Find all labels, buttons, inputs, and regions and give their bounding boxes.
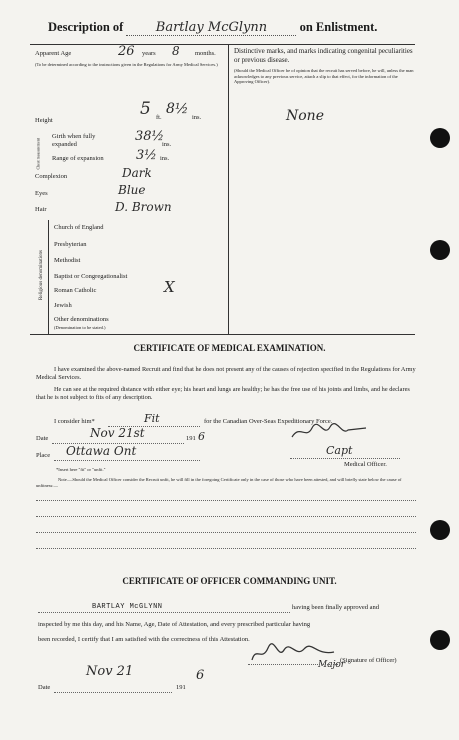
religion-side-text: Religious denominations bbox=[39, 250, 44, 300]
hair-label: Hair bbox=[35, 206, 47, 213]
complexion-value: Dark bbox=[122, 166, 152, 180]
commanding-name-line bbox=[38, 612, 290, 613]
religion-roman-catholic: Roman Catholic bbox=[54, 287, 97, 294]
religion-presbyterian: Presbyterian bbox=[54, 241, 87, 248]
religion-jewish: Jewish bbox=[54, 302, 72, 309]
medical-year-label: 191 bbox=[186, 435, 196, 442]
apparent-age-label: Apparent Age bbox=[35, 50, 72, 57]
years-label: years bbox=[142, 50, 156, 57]
commanding-date-line bbox=[54, 692, 172, 693]
commanding-date-label: Date bbox=[38, 684, 51, 691]
age-note: (To be determined according to the instructions given in the Regulations for Army Medical Services.) bbox=[35, 62, 218, 67]
months-label: months. bbox=[195, 50, 216, 57]
medical-year-value: 6 bbox=[198, 430, 205, 443]
place-value: Ottawa Ont bbox=[66, 444, 137, 458]
signature-label: (Signature of Officer) bbox=[340, 657, 397, 664]
title-prefix: Description of bbox=[48, 20, 124, 34]
consider-label: I consider him* bbox=[54, 418, 95, 425]
range-value: 3½ bbox=[136, 148, 157, 163]
cause-line-3 bbox=[36, 532, 416, 533]
age-months-value: 8 bbox=[172, 44, 180, 58]
commanding-line1-suffix: having been finally approved and bbox=[292, 604, 379, 611]
commanding-heading: CERTIFICATE OF OFFICER COMMANDING UNIT. bbox=[122, 576, 337, 586]
center-divider bbox=[228, 44, 229, 334]
top-rule bbox=[30, 44, 415, 45]
religion-baptist: Baptist or Congregationalist bbox=[54, 273, 128, 280]
cause-line-4 bbox=[36, 548, 416, 549]
consider-value: Fit bbox=[144, 412, 160, 425]
medical-date-label: Date bbox=[36, 435, 49, 442]
medical-heading: CERTIFICATE OF MEDICAL EXAMINATION. bbox=[133, 343, 326, 353]
age-years-value: 26 bbox=[118, 44, 135, 59]
commanding-line3: been recorded, I certify that I am satisfied with the correctness of this Attestation. bbox=[38, 636, 250, 643]
punch-hole-lower bbox=[430, 520, 450, 540]
signature-line bbox=[248, 664, 338, 665]
roman-catholic-mark: X bbox=[164, 278, 175, 296]
religion-other: Other denominations bbox=[54, 316, 109, 323]
commanding-date-value: Nov 21 bbox=[86, 664, 134, 679]
complexion-label: Complexion bbox=[35, 173, 68, 180]
cause-line-1 bbox=[36, 500, 416, 501]
chest-label bbox=[33, 140, 43, 170]
distinctive-marks-heading: Distinctive marks, and marks indicating congenital peculiarities or previous disease. bbox=[234, 47, 413, 64]
eyes-label: Eyes bbox=[35, 190, 48, 197]
medical-officer-line bbox=[290, 458, 400, 459]
height-in-value: 8½ bbox=[166, 101, 189, 117]
girth-label: Girth when fully expanded bbox=[52, 133, 96, 148]
hair-value: D. Brown bbox=[115, 200, 172, 214]
commanding-year-label: 191 bbox=[176, 684, 186, 691]
place-label: Place bbox=[36, 452, 51, 459]
height-ft-value: 5 bbox=[140, 99, 151, 119]
title bbox=[48, 20, 428, 36]
section-rule bbox=[30, 334, 415, 335]
unfit-note: Note.—Should the Medical Officer consider the Recruit unfit, he will fill in the foregoing Certificate only in the case of those who have been attested, and will briefly state below the cause of unfitness:— bbox=[36, 477, 402, 488]
commanding-officer-rank: Major bbox=[318, 660, 346, 670]
recruit-name: Bartlay McGlynn bbox=[126, 20, 296, 36]
commanding-name-typed: BARTLAY McGLYNN bbox=[92, 603, 163, 611]
medical-para2: He can see at the required distance with either eye; his heart and lungs are healthy; he has the free use of his joints and limbs, and he declares that he is not subject to fits of any description. bbox=[36, 386, 410, 401]
range-unit: ins. bbox=[160, 155, 170, 162]
title-suffix: on Enlistment. bbox=[299, 20, 378, 34]
medical-date-value: Nov 21st bbox=[90, 426, 145, 440]
medical-para1: I have examined the above-named Recruit and find that he does not present any of the causes of rejection specified in the Regulations for Army Medical Services. bbox=[36, 366, 416, 381]
height-label: Height bbox=[35, 117, 53, 124]
punch-hole-top bbox=[430, 128, 450, 148]
place-line bbox=[54, 460, 200, 461]
religion-box-left bbox=[48, 220, 49, 334]
religion-side-label bbox=[34, 248, 46, 308]
religion-church-of-england: Church of England bbox=[54, 224, 104, 231]
medical-officer-signature bbox=[290, 422, 370, 446]
medical-officer-rank: Capt bbox=[326, 444, 353, 457]
girth-unit: ins. bbox=[162, 141, 172, 148]
distinctive-marks-value: None bbox=[286, 108, 324, 124]
medical-signature-graphic bbox=[290, 422, 370, 442]
cause-line-2 bbox=[36, 516, 416, 517]
height-ins-label: ins. bbox=[192, 114, 202, 121]
commanding-line2: inspected by me this day, and his Name, Age, Date of Attestation, and every prescribed particular having bbox=[38, 621, 311, 628]
other-denomination-note: (Denomination to be stated.) bbox=[54, 325, 106, 330]
girth-value: 38½ bbox=[135, 129, 165, 144]
distinctive-marks-note: (Should the Medical Officer be of opinion that the recruit has served before, he will, unless the man acknowledges to any previous service, attach a slip to that effect, for the information of the Approving Officer). bbox=[234, 68, 414, 84]
commanding-year-value: 6 bbox=[196, 668, 205, 683]
height-ft-label: ft. bbox=[156, 114, 162, 121]
range-label: Range of expansion bbox=[52, 155, 104, 162]
insert-note: *Insert here "fit" or "unfit." bbox=[56, 467, 106, 472]
medical-officer-label: Medical Officer. bbox=[344, 461, 387, 468]
punch-hole-upper bbox=[430, 240, 450, 260]
religion-methodist: Methodist bbox=[54, 257, 81, 264]
chest-label-text: Chest measurement bbox=[35, 138, 41, 170]
punch-hole-bottom bbox=[430, 630, 450, 650]
eyes-value: Blue bbox=[118, 183, 146, 197]
consider-suffix: for the Canadian Over-Seas Expeditionary Force. bbox=[204, 418, 333, 425]
